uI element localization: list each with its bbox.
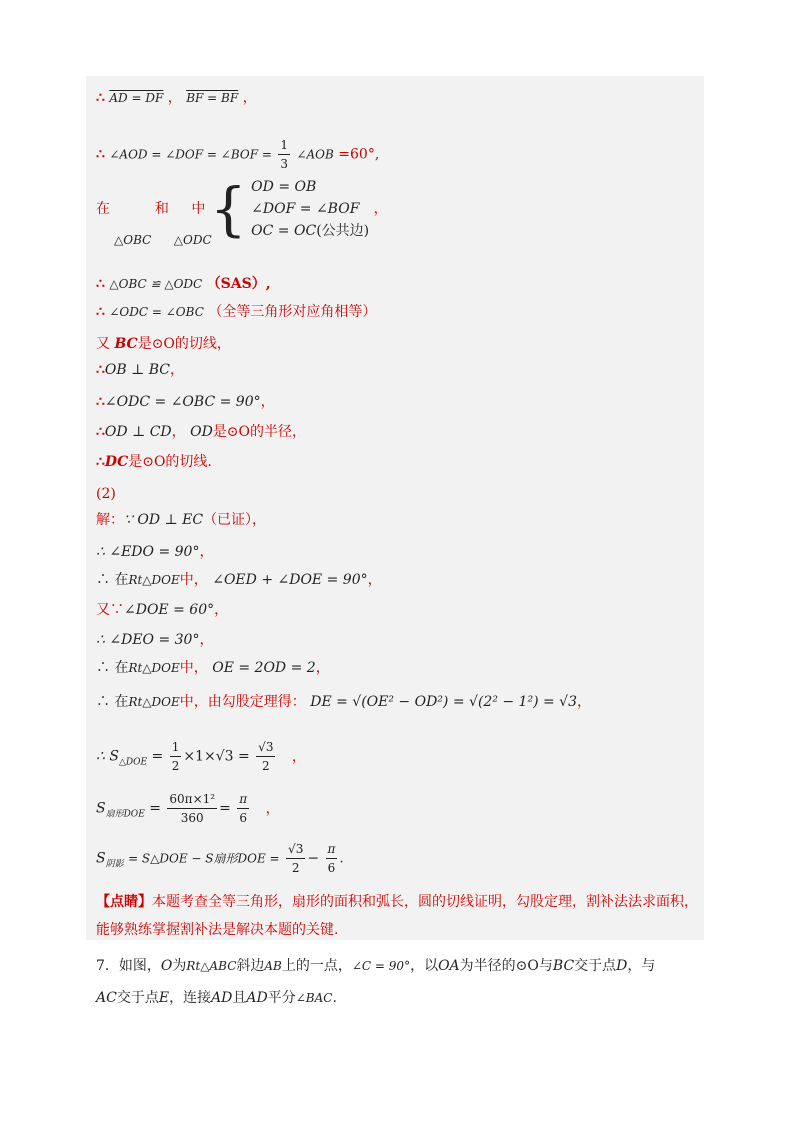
- fraction-one-third: $\frac{1}{3}$: [280, 138, 288, 171]
- q7-ab: AB: [264, 959, 282, 973]
- period: .: [339, 850, 344, 867]
- line-congruent: [96, 274, 271, 294]
- system-row-3: OC = OC: [251, 223, 317, 239]
- rt-triangle: Rt△DOE: [128, 695, 180, 709]
- angle-edo: ∴ ∠EDO = 90°: [96, 544, 200, 560]
- line-triangle-area: ∴ $S_{\triangle DOE}$ = $\frac{1}{2}$ ×1×√3 = $\frac{√3}{2}$ ，: [96, 740, 306, 773]
- line-doe: [96, 600, 228, 620]
- segment-od: OD: [190, 424, 213, 440]
- shaded-mid: = S△DOE − S扇形DOE =: [128, 851, 280, 866]
- q7-text: 且: [232, 990, 247, 1006]
- fraction-pi-6b: $\frac{\pi}{6}$: [327, 842, 336, 875]
- sector-s: S: [96, 800, 106, 817]
- line-oed: [96, 570, 382, 590]
- angle-equation: ∠AOD = ∠DOF = ∠BOF =: [109, 147, 272, 162]
- arc-equation-2: BF = BF: [186, 91, 239, 105]
- therefore-in: ∴ 在: [96, 660, 129, 676]
- pythagoras-text: 中，由勾股定理得：: [179, 694, 306, 710]
- line-conclusion-1: [96, 452, 212, 472]
- area-mid: ×1×√3 =: [183, 748, 250, 765]
- q7-ad-2: AD: [246, 990, 268, 1006]
- q7-period: .: [332, 990, 337, 1006]
- comma: ，: [171, 424, 186, 440]
- comma: ，: [242, 90, 257, 106]
- q7-triangle: Rt△ABC: [186, 959, 237, 973]
- q7-text: 为: [172, 958, 187, 974]
- tri-labels: [114, 230, 212, 250]
- congruence-system: [251, 176, 369, 242]
- q7-angle-bac: ∠BAC: [295, 991, 333, 1005]
- text-zhong: 中: [191, 201, 206, 217]
- radius-text: 是⊙O的半径，: [212, 424, 307, 440]
- line-pythagoras: [96, 692, 591, 712]
- solution-label: 解：: [96, 512, 124, 528]
- segment-bc: BC: [114, 336, 138, 352]
- arc-equation: AD = DF: [109, 91, 164, 105]
- rt-triangle: Rt△DOE: [128, 573, 180, 587]
- corresponding-note: （全等三角形对应角相等）: [208, 304, 377, 320]
- q7-point-o: O: [160, 958, 173, 974]
- comma: ，: [315, 660, 330, 676]
- line-shaded-area: $S_{阴影}$ = S△DOE − S扇形DOE = $\frac{√3}{2}$ − $\frac{\pi}{6}$ .: [96, 842, 344, 875]
- line-comment-2: [96, 920, 338, 940]
- fraction-half: $\frac{1}{2}$: [171, 740, 180, 773]
- angle-aob: ∠AOB: [296, 147, 334, 162]
- congruence-statement: △OBC ≌ △ODC: [109, 277, 203, 291]
- value-60: =60°,: [338, 146, 380, 163]
- text-you-because: 又∵: [96, 602, 124, 618]
- system-row-2: ∠DOF = ∠BOF: [251, 201, 360, 217]
- q7-text: ，连接: [169, 990, 212, 1006]
- line-radius: [96, 422, 306, 442]
- line-comment: [96, 892, 698, 912]
- tangent-text: 是⊙O的切线，: [137, 336, 231, 352]
- comma: ，: [260, 394, 275, 410]
- line-deo: [96, 630, 213, 650]
- perp-od-cd: OD ⊥ CD: [104, 424, 172, 440]
- part-2-label: (2): [96, 486, 116, 502]
- q7-text: 上的一点，: [281, 958, 352, 974]
- line-arcs: [96, 88, 257, 108]
- fraction-sector: $\frac{\text{60π×1²}}{360}$: [169, 792, 216, 825]
- therefore-sign: ∴: [96, 276, 105, 292]
- text-zai: 在: [96, 201, 110, 217]
- given-perp: ∵ OD ⊥ EC: [124, 512, 204, 528]
- q7-angle-c: ∠C = 90°: [351, 959, 411, 973]
- area-sub: △DOE: [118, 757, 148, 768]
- comma: ，: [199, 632, 214, 648]
- angle-doe: ∠DOE = 60°: [124, 602, 215, 618]
- therefore-sign: ∴: [96, 362, 105, 378]
- q7-ad: AD: [211, 990, 233, 1006]
- comma: ，: [170, 362, 185, 378]
- q7-text: ，以: [410, 958, 439, 974]
- therefore-sign: ∴: [96, 90, 105, 106]
- q7-point-e: E: [158, 990, 170, 1006]
- text-zhong: 中，: [179, 660, 208, 676]
- q7-text: 交于点: [116, 990, 159, 1006]
- therefore-sign: ∴: [96, 454, 105, 470]
- line-sector-area: $S_{扇形DOE}$ = $\frac{\text{60π×1²}}{360}$ = $\frac{\pi}{6}$ ，: [96, 792, 280, 825]
- comma: ，: [167, 90, 182, 106]
- triangle-odc: △ODC: [173, 233, 212, 247]
- comment-tag: 【点睛】: [96, 894, 152, 910]
- line-edo: [96, 542, 213, 562]
- line-corresponding: [96, 302, 376, 322]
- therefore-sign: ∴: [96, 424, 105, 440]
- line-right-angle: [96, 392, 275, 412]
- oe-value: OE = 2OD = 2: [212, 660, 316, 676]
- therefore-sign: ∴: [96, 394, 105, 410]
- comma: ，: [265, 800, 280, 817]
- therefore-in: ∴ 在: [96, 572, 129, 588]
- fraction-pi-6: $\frac{\pi}{6}$: [239, 792, 248, 825]
- question-7-line-1: [96, 956, 655, 976]
- question-7-line-2: [96, 988, 337, 1008]
- text-you: 又: [96, 336, 110, 352]
- common-side-note: (公共边): [316, 223, 370, 239]
- de-calculation: DE = √(OE² − OD²) = √(2² − 1²) = √3: [310, 694, 577, 710]
- sector-sub: 扇形DOE: [105, 809, 145, 820]
- angle-deo: ∴ ∠DEO = 30°: [96, 632, 200, 648]
- shaded-sub: 阴影: [105, 859, 124, 870]
- q7-text: 斜边: [236, 958, 265, 974]
- fraction-sqrt3-2b: $\frac{√3}{2}$: [288, 842, 304, 875]
- q7-prefix: 7．如图，: [96, 958, 161, 974]
- comma: ，: [214, 602, 229, 618]
- text-zhong: 中，: [179, 572, 208, 588]
- comma: ，: [199, 544, 214, 560]
- left-brace: {: [209, 175, 247, 243]
- q7-text: 交于点: [574, 958, 617, 974]
- rt-triangle: Rt△DOE: [128, 661, 180, 675]
- comment-text-2: 能够熟练掌握割补法是解决本题的关键.: [96, 922, 339, 938]
- q7-point-d: D: [616, 958, 628, 974]
- comma: ，: [373, 201, 388, 217]
- shaded-s: S: [96, 850, 106, 867]
- proven-note: （已证），: [203, 512, 267, 528]
- right-angle-statement: ∠ODC = ∠OBC = 90°: [104, 394, 261, 410]
- q7-ac: AC: [96, 990, 117, 1006]
- line-oe: [96, 658, 330, 678]
- line-solution-start: [96, 510, 266, 530]
- q7-oa: OA: [438, 958, 460, 974]
- fraction-sqrt3-2: $\frac{√3}{2}$: [258, 740, 274, 773]
- angle-sum: ∠OED + ∠DOE = 90°: [212, 572, 368, 588]
- q7-text: ，与: [627, 958, 656, 974]
- comma: ，: [291, 748, 306, 765]
- therefore-in: ∴ 在: [96, 694, 129, 710]
- angle-equal: ∠ODC = ∠OBC: [109, 305, 204, 319]
- line-angles: [96, 136, 379, 173]
- comma: ，: [577, 694, 591, 710]
- area-s: ∴ S: [96, 748, 119, 765]
- line-tangent-bc: [96, 334, 231, 354]
- segment-dc: DC: [104, 454, 129, 470]
- tangent-conclusion: 是⊙O的切线.: [128, 454, 212, 470]
- therefore-sign: ∴: [96, 146, 105, 163]
- q7-bc: BC: [552, 958, 575, 974]
- q7-text: 平分: [267, 990, 296, 1006]
- line-perp-ob: [96, 360, 184, 380]
- q7-text: 为半径的⊙O与: [459, 958, 553, 974]
- therefore-sign: ∴: [96, 304, 105, 320]
- comma: ，: [367, 572, 382, 588]
- comment-text: 本题考查全等三角形，扇形的面积和弧长，圆的切线证明，勾股定理，割补法法求面积，: [152, 894, 698, 910]
- system-row-1: OD = OB: [251, 179, 317, 195]
- text-he: 和: [154, 201, 169, 217]
- sas-note: （SAS）,: [206, 276, 271, 292]
- triangle-obc: △OBC: [114, 233, 152, 247]
- perp-statement: OB ⊥ BC: [104, 362, 171, 378]
